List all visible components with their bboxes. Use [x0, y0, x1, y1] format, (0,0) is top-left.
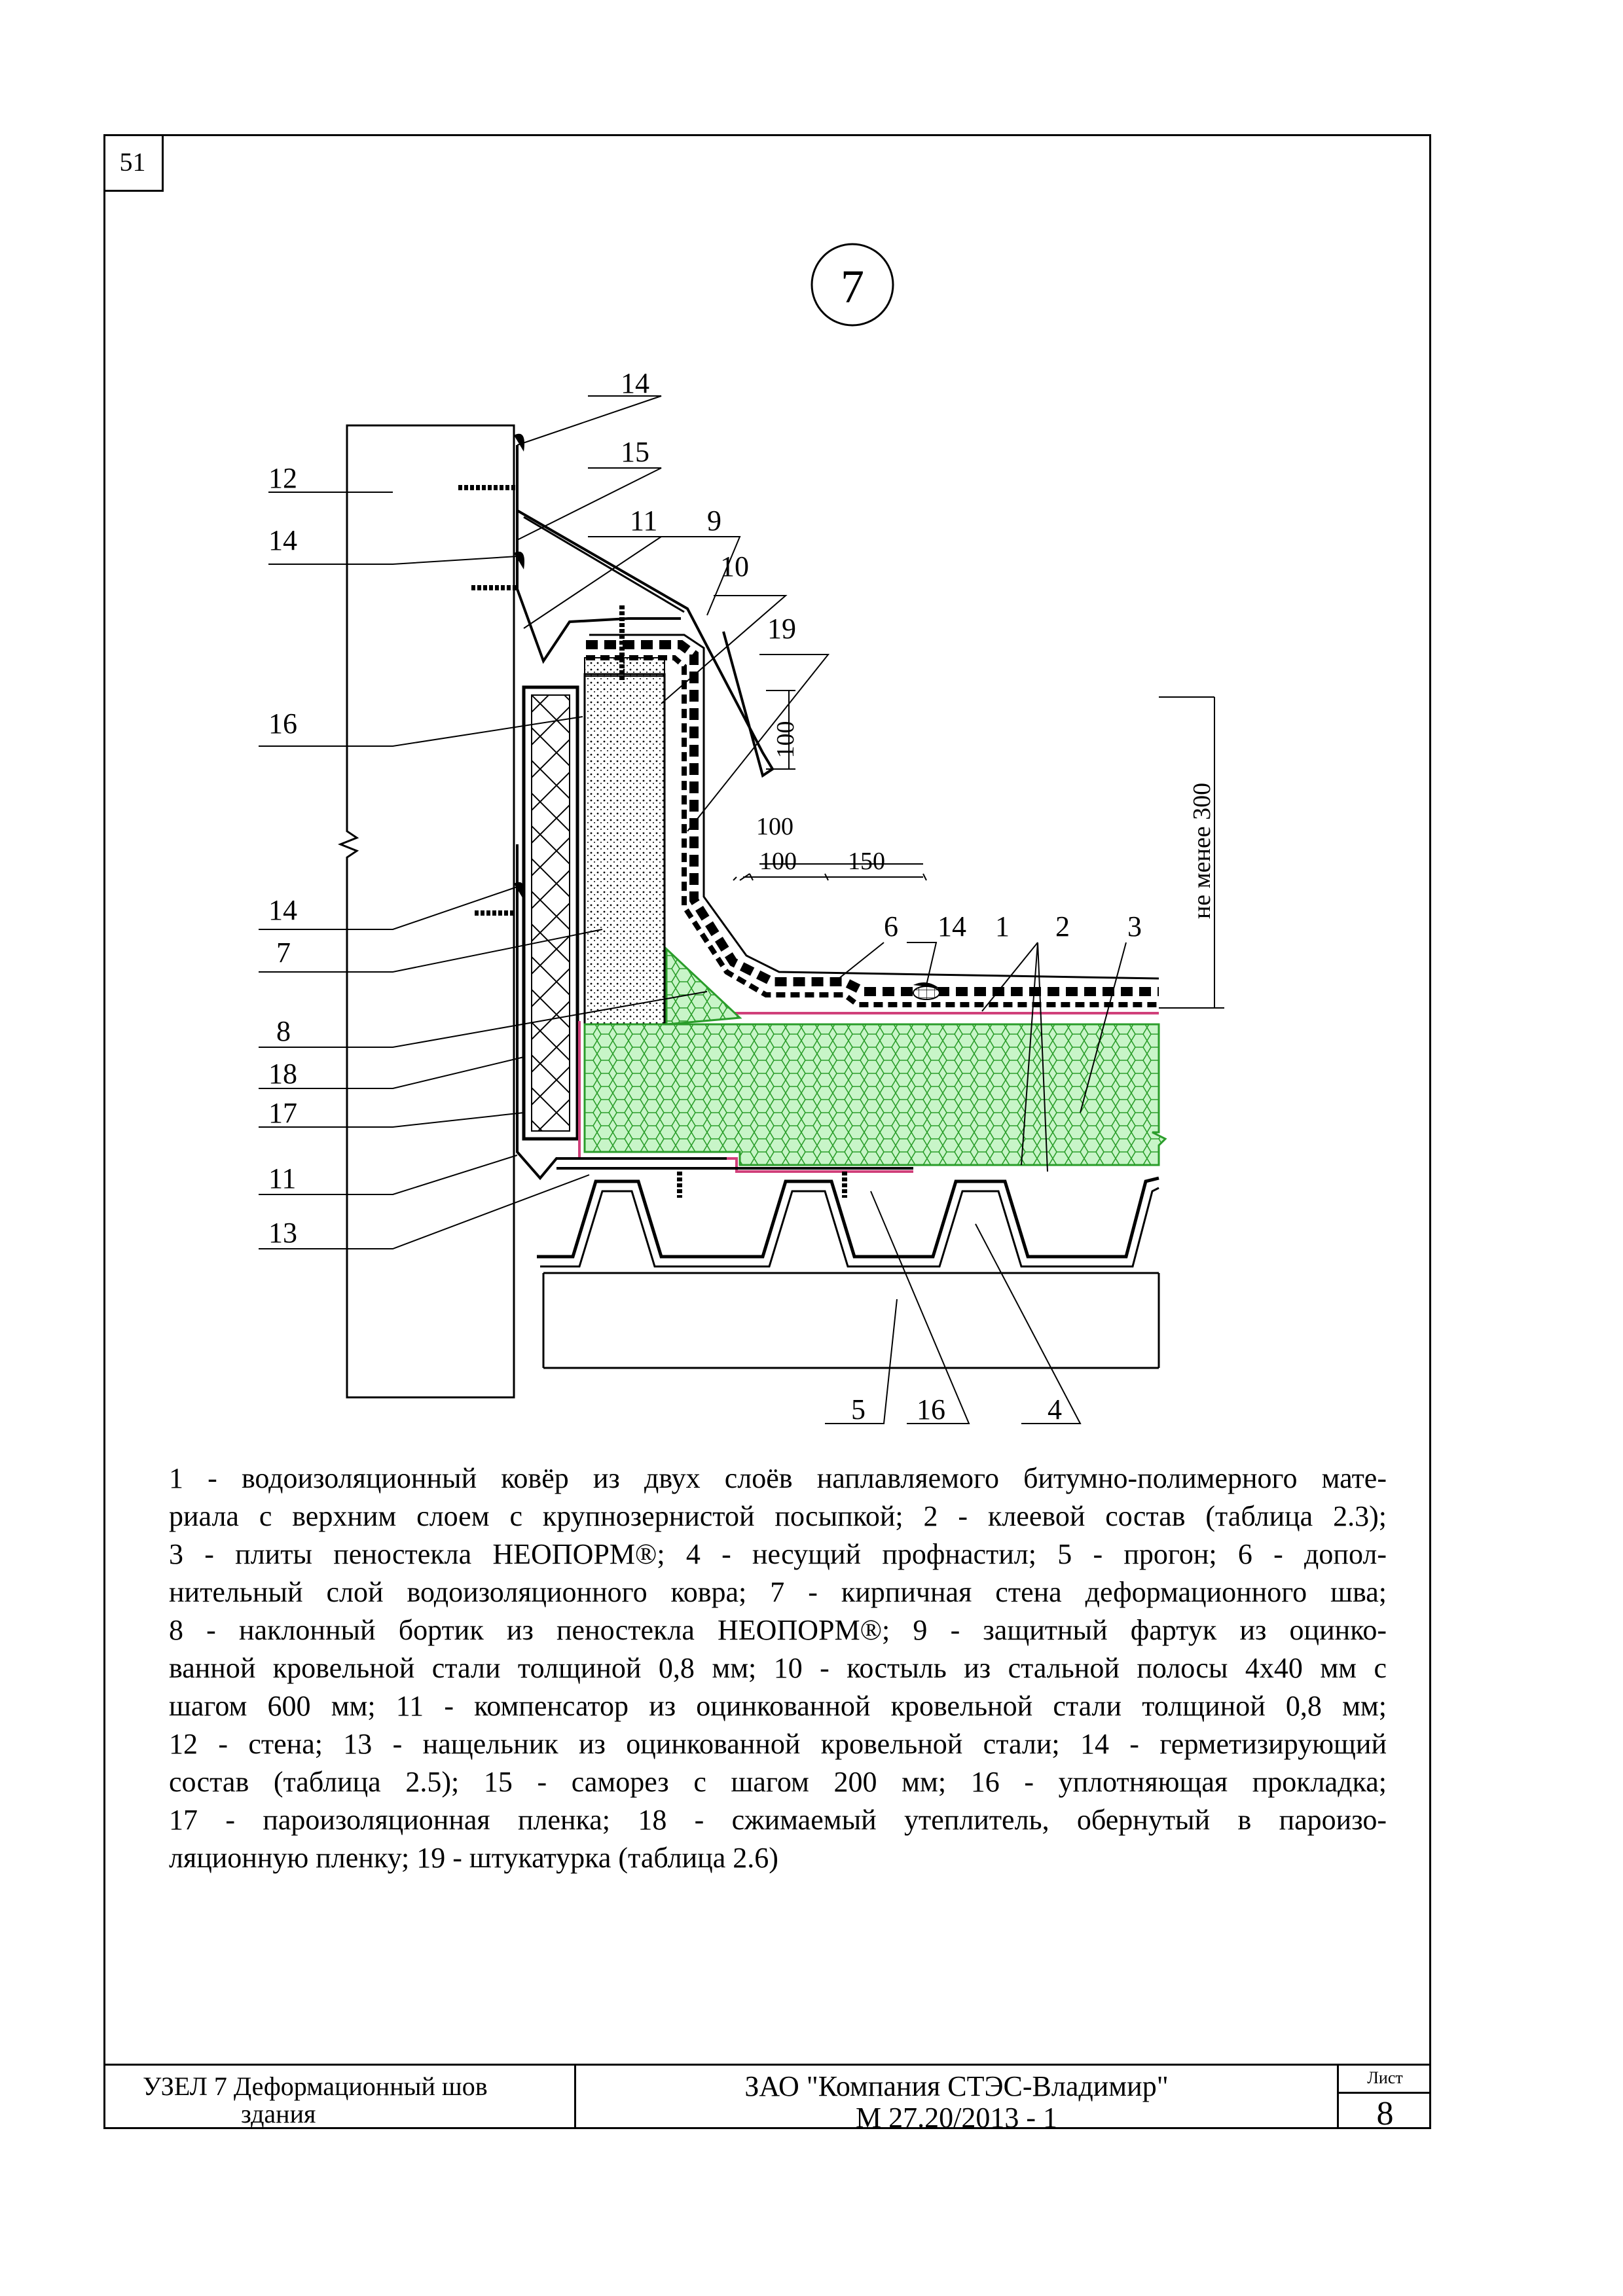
- compressible-insulation: [524, 687, 577, 1139]
- node-title: УЗЕЛ 7 Деформационный шов: [143, 2072, 488, 2101]
- dim-100-upper: 100: [756, 813, 793, 840]
- callout-2: 2: [1055, 910, 1070, 942]
- leader-lines: [259, 396, 1126, 1424]
- legend-line: 3 - плиты пеностекла НЕОПОРМ®; 4 - несущий профнастил; 5 - прогон; 6 - допол-: [169, 1538, 1387, 1570]
- purlin: [543, 1273, 1159, 1368]
- callout-7: 7: [276, 937, 291, 969]
- legend-line: нительный слой водоизоляционного ковра; 7 - кирпичная стена деформационного шва;: [169, 1576, 1387, 1608]
- callout-15: 15: [621, 436, 649, 468]
- callout-12: 12: [268, 462, 297, 494]
- title-block-sheet-cell: [1339, 2064, 1431, 2132]
- callout-16-bottom: 16: [917, 1393, 945, 1426]
- legend-line: 1 - водоизоляционный ковёр из двух слоёв наплавляемого битумно-полимерного мате-: [169, 1462, 1387, 1494]
- callout-4: 4: [1048, 1393, 1062, 1426]
- brick-wall-7: [585, 658, 665, 1024]
- callout-11-lower: 11: [268, 1162, 297, 1194]
- callout-3: 3: [1127, 910, 1142, 942]
- node-number: 7: [841, 260, 864, 313]
- legend: [169, 1460, 1387, 1877]
- sheet-label: Лист: [1339, 2066, 1431, 2094]
- dim-100-lower: 100: [759, 848, 797, 875]
- dim-100-vertical: 100: [772, 721, 799, 759]
- sheet-corner-number: 51: [103, 134, 164, 192]
- profiled-deck: [537, 1178, 1159, 1266]
- node-title-continued: здания: [241, 2099, 316, 2128]
- callout-16-left: 16: [268, 708, 297, 740]
- title-block: [103, 2064, 1431, 2134]
- callout-11-upper: 11: [630, 505, 658, 537]
- callout-8: 8: [276, 1015, 291, 1047]
- dimension-labels: [756, 721, 1216, 920]
- callout-10: 10: [720, 550, 749, 583]
- callout-17: 17: [268, 1097, 297, 1129]
- waterproofing-membrane: [586, 635, 1159, 1005]
- callout-1: 1: [995, 910, 1010, 942]
- callout-14-third: 14: [268, 894, 297, 926]
- foamglass-insulation: [579, 1013, 1165, 1172]
- node-number-badge: [812, 244, 893, 325]
- dimension-lines: [733, 691, 1224, 1008]
- legend-line: риала с верхним слоем с крупнозернистой посыпкой; 2 - клеевой состав (таблица 2.3);: [169, 1500, 1387, 1532]
- legend-line: ванной кровельной стали толщиной 0,8 мм; 10 - костыль из стальной полосы 4х40 мм с: [169, 1652, 1387, 1684]
- callout-14-top: 14: [621, 367, 649, 399]
- callout-9: 9: [707, 505, 721, 537]
- legend-line: 17 - пароизоляционная пленка; 18 - сжимаемый утеплитель, обернутый в пароизо-: [169, 1804, 1387, 1836]
- callout-19: 19: [767, 613, 796, 645]
- legend-line: 8 - наклонный бортик из пеностекла НЕОПОРМ®; 9 - защитный фартук из оцинко-: [169, 1614, 1387, 1646]
- dim-min-300: не менее 300: [1188, 782, 1216, 920]
- title-block-company-cell: [576, 2064, 1339, 2134]
- callout-5: 5: [851, 1393, 866, 1426]
- callout-14-roof: 14: [938, 910, 966, 942]
- legend-line: ляционную пленку; 19 - штукатурка (таблица 2.6): [169, 1842, 778, 1874]
- sheet-number: 8: [1376, 2095, 1394, 2132]
- callout-13: 13: [268, 1217, 297, 1249]
- callout-14-second: 14: [268, 524, 297, 556]
- legend-line: 12 - стена; 13 - нащельник из оцинкованной кровельной стали; 14 - герметизирующий: [169, 1728, 1387, 1760]
- company-name: ЗАО "Компания СТЭС-Владимир": [744, 2070, 1169, 2102]
- document-code: М 27.20/2013 - 1: [856, 2102, 1057, 2134]
- callout-6: 6: [884, 910, 898, 942]
- legend-line: шагом 600 мм; 11 - компенсатор из оцинкованной кровельной стали толщиной 0,8 мм;: [169, 1690, 1387, 1722]
- callout-18: 18: [268, 1058, 297, 1090]
- title-block-node-cell: [103, 2064, 576, 2129]
- dim-150: 150: [848, 848, 885, 875]
- legend-line: состав (таблица 2.5); 15 - саморез с шагом 200 мм; 16 - уплотняющая прокладка;: [169, 1766, 1387, 1798]
